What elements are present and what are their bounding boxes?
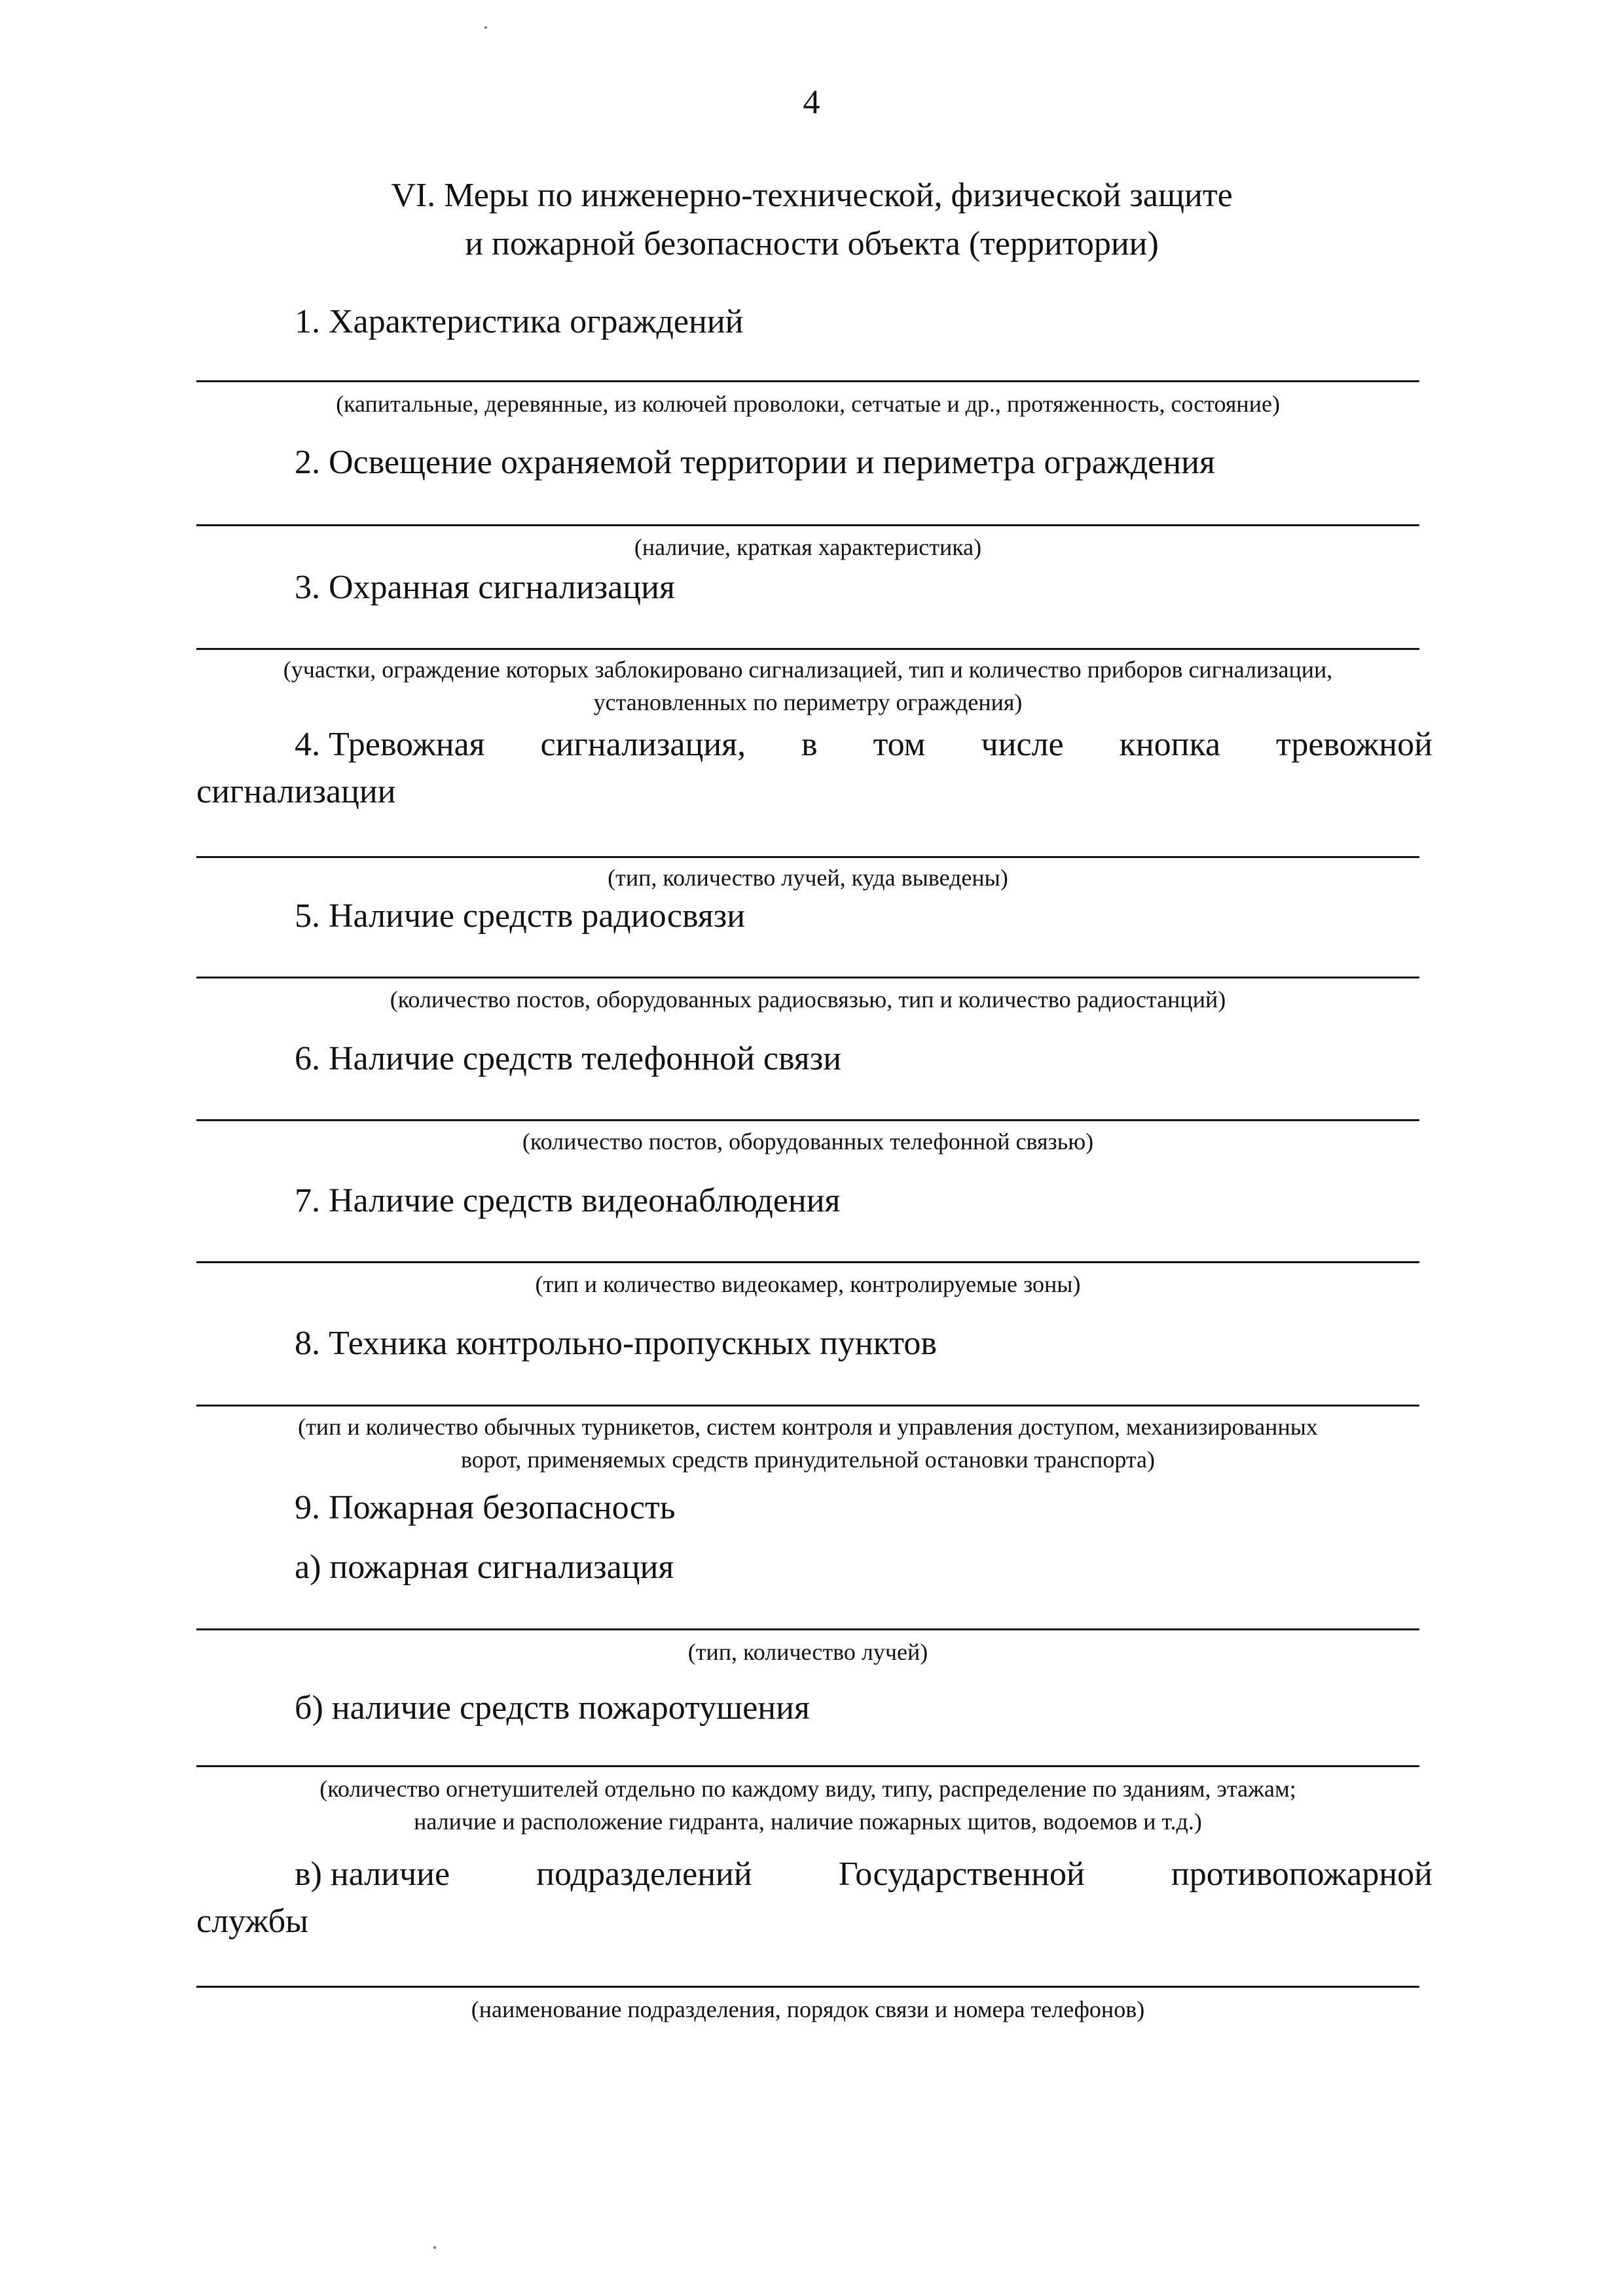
fill-in-line (196, 1986, 1419, 1988)
hint-text: (тип, количество лучей, куда выведены) (608, 865, 1008, 891)
page-number: 4 (803, 84, 820, 121)
item-checkpoint-label: 8. Техника контрольно-пропускных пунктов (295, 1325, 937, 1362)
item-telephone-hint (196, 1125, 1419, 1158)
scan-speck (484, 26, 487, 29)
fill-in-line (196, 977, 1419, 978)
label-word: 4. Тревожная (295, 726, 485, 763)
section-title-line: и пожарной безопасности объекта (территории) (465, 225, 1159, 262)
label-word: сигнализация, (540, 726, 746, 763)
label-word: тревожной (1276, 726, 1432, 763)
item-fire-alarm-hint (196, 1636, 1419, 1668)
item-lighting-label: 2. Освещение охраняемой территории и периметра ограждения (295, 444, 1215, 481)
item-fire-extinguishing-hint (196, 1772, 1419, 1838)
hint-text: наличие и расположение гидранта, наличие пожарных щитов, водоемов и т.д.) (414, 1808, 1202, 1835)
fill-in-line (196, 380, 1419, 382)
hint-text: (количество постов, оборудованных телефонной связью) (522, 1128, 1094, 1155)
label-word: числе (981, 726, 1064, 763)
hint-text: установленных по периметру ограждения) (593, 689, 1023, 715)
label-word: Государственной (838, 1856, 1085, 1893)
item-fire-safety-label: 9. Пожарная безопасность (295, 1489, 676, 1526)
fill-in-line (196, 1119, 1419, 1121)
scan-speck (433, 2246, 436, 2249)
item-fences-label: 1. Характеристика ограждений (295, 303, 744, 340)
item-lighting-hint (196, 531, 1419, 564)
fill-in-line (196, 1405, 1419, 1407)
item-video-hint (196, 1268, 1419, 1300)
fill-in-line (196, 1628, 1419, 1630)
hint-text: (тип, количество лучей) (687, 1639, 928, 1665)
hint-text: (наименование подразделения, порядок связи и номера телефонов) (471, 1996, 1145, 2022)
label-word: в) наличие (295, 1856, 450, 1893)
hint-text: (количество огнетушителей отдельно по каждому виду, типу, распределение по зданиям, этажам; (319, 1776, 1296, 1802)
item-telephone-label: 6. Наличие средств телефонной связи (295, 1040, 842, 1077)
item-radio-label: 5. Наличие средств радиосвязи (295, 897, 746, 935)
hint-text: (тип и количество обычных турникетов, систем контроля и управления доступом, механизированных (298, 1414, 1318, 1440)
section-title-line: VI. Меры по инженерно-технической, физической защите (391, 177, 1233, 214)
label-continuation: сигнализации (196, 773, 396, 810)
label-word: подразделений (536, 1856, 752, 1893)
hint-text: (капитальные, деревянные, из колючей проволоки, сетчатые и др., протяженность, состояние) (336, 391, 1280, 417)
item-fire-extinguishing-label: б) наличие средств пожаротушения (295, 1689, 810, 1727)
label-word: кнопка (1119, 726, 1221, 763)
item-checkpoint-hint (196, 1410, 1419, 1476)
item-panic-alarm-hint (196, 861, 1419, 894)
item-video-label: 7. Наличие средств видеонаблюдения (295, 1182, 841, 1219)
label-continuation: службы (196, 1903, 308, 1940)
item-security-alarm-hint (196, 653, 1419, 719)
label-word: том (873, 726, 926, 763)
item-fences-hint (196, 387, 1419, 420)
fill-in-line (196, 1261, 1419, 1263)
fill-in-line (196, 1765, 1419, 1767)
hint-text: (количество постов, оборудованных радиосвязью, тип и количество радиостанций) (390, 986, 1226, 1013)
item-fire-service-hint (196, 1993, 1419, 2026)
hint-text: ворот, применяемых средств принудительной остановки транспорта) (461, 1446, 1155, 1473)
item-fire-service-label (196, 1851, 1432, 1945)
hint-text: (участки, ограждение которых заблокировано сигнализацией, тип и количество приборов сигнализации, (283, 656, 1333, 683)
label-word: в (801, 726, 818, 763)
item-radio-hint (196, 983, 1419, 1016)
fill-in-line (196, 856, 1419, 858)
hint-text: (тип и количество видеокамер, контролируемые зоны) (535, 1271, 1081, 1297)
item-security-alarm-label: 3. Охранная сигнализация (295, 569, 675, 606)
label-word: противопожарной (1171, 1856, 1432, 1893)
fill-in-line (196, 648, 1419, 650)
hint-text: (наличие, краткая характеристика) (634, 534, 982, 560)
item-panic-alarm-label (196, 721, 1432, 816)
fill-in-line (196, 524, 1419, 526)
item-fire-alarm-label: а) пожарная сигнализация (295, 1549, 674, 1586)
section-title (196, 171, 1427, 268)
